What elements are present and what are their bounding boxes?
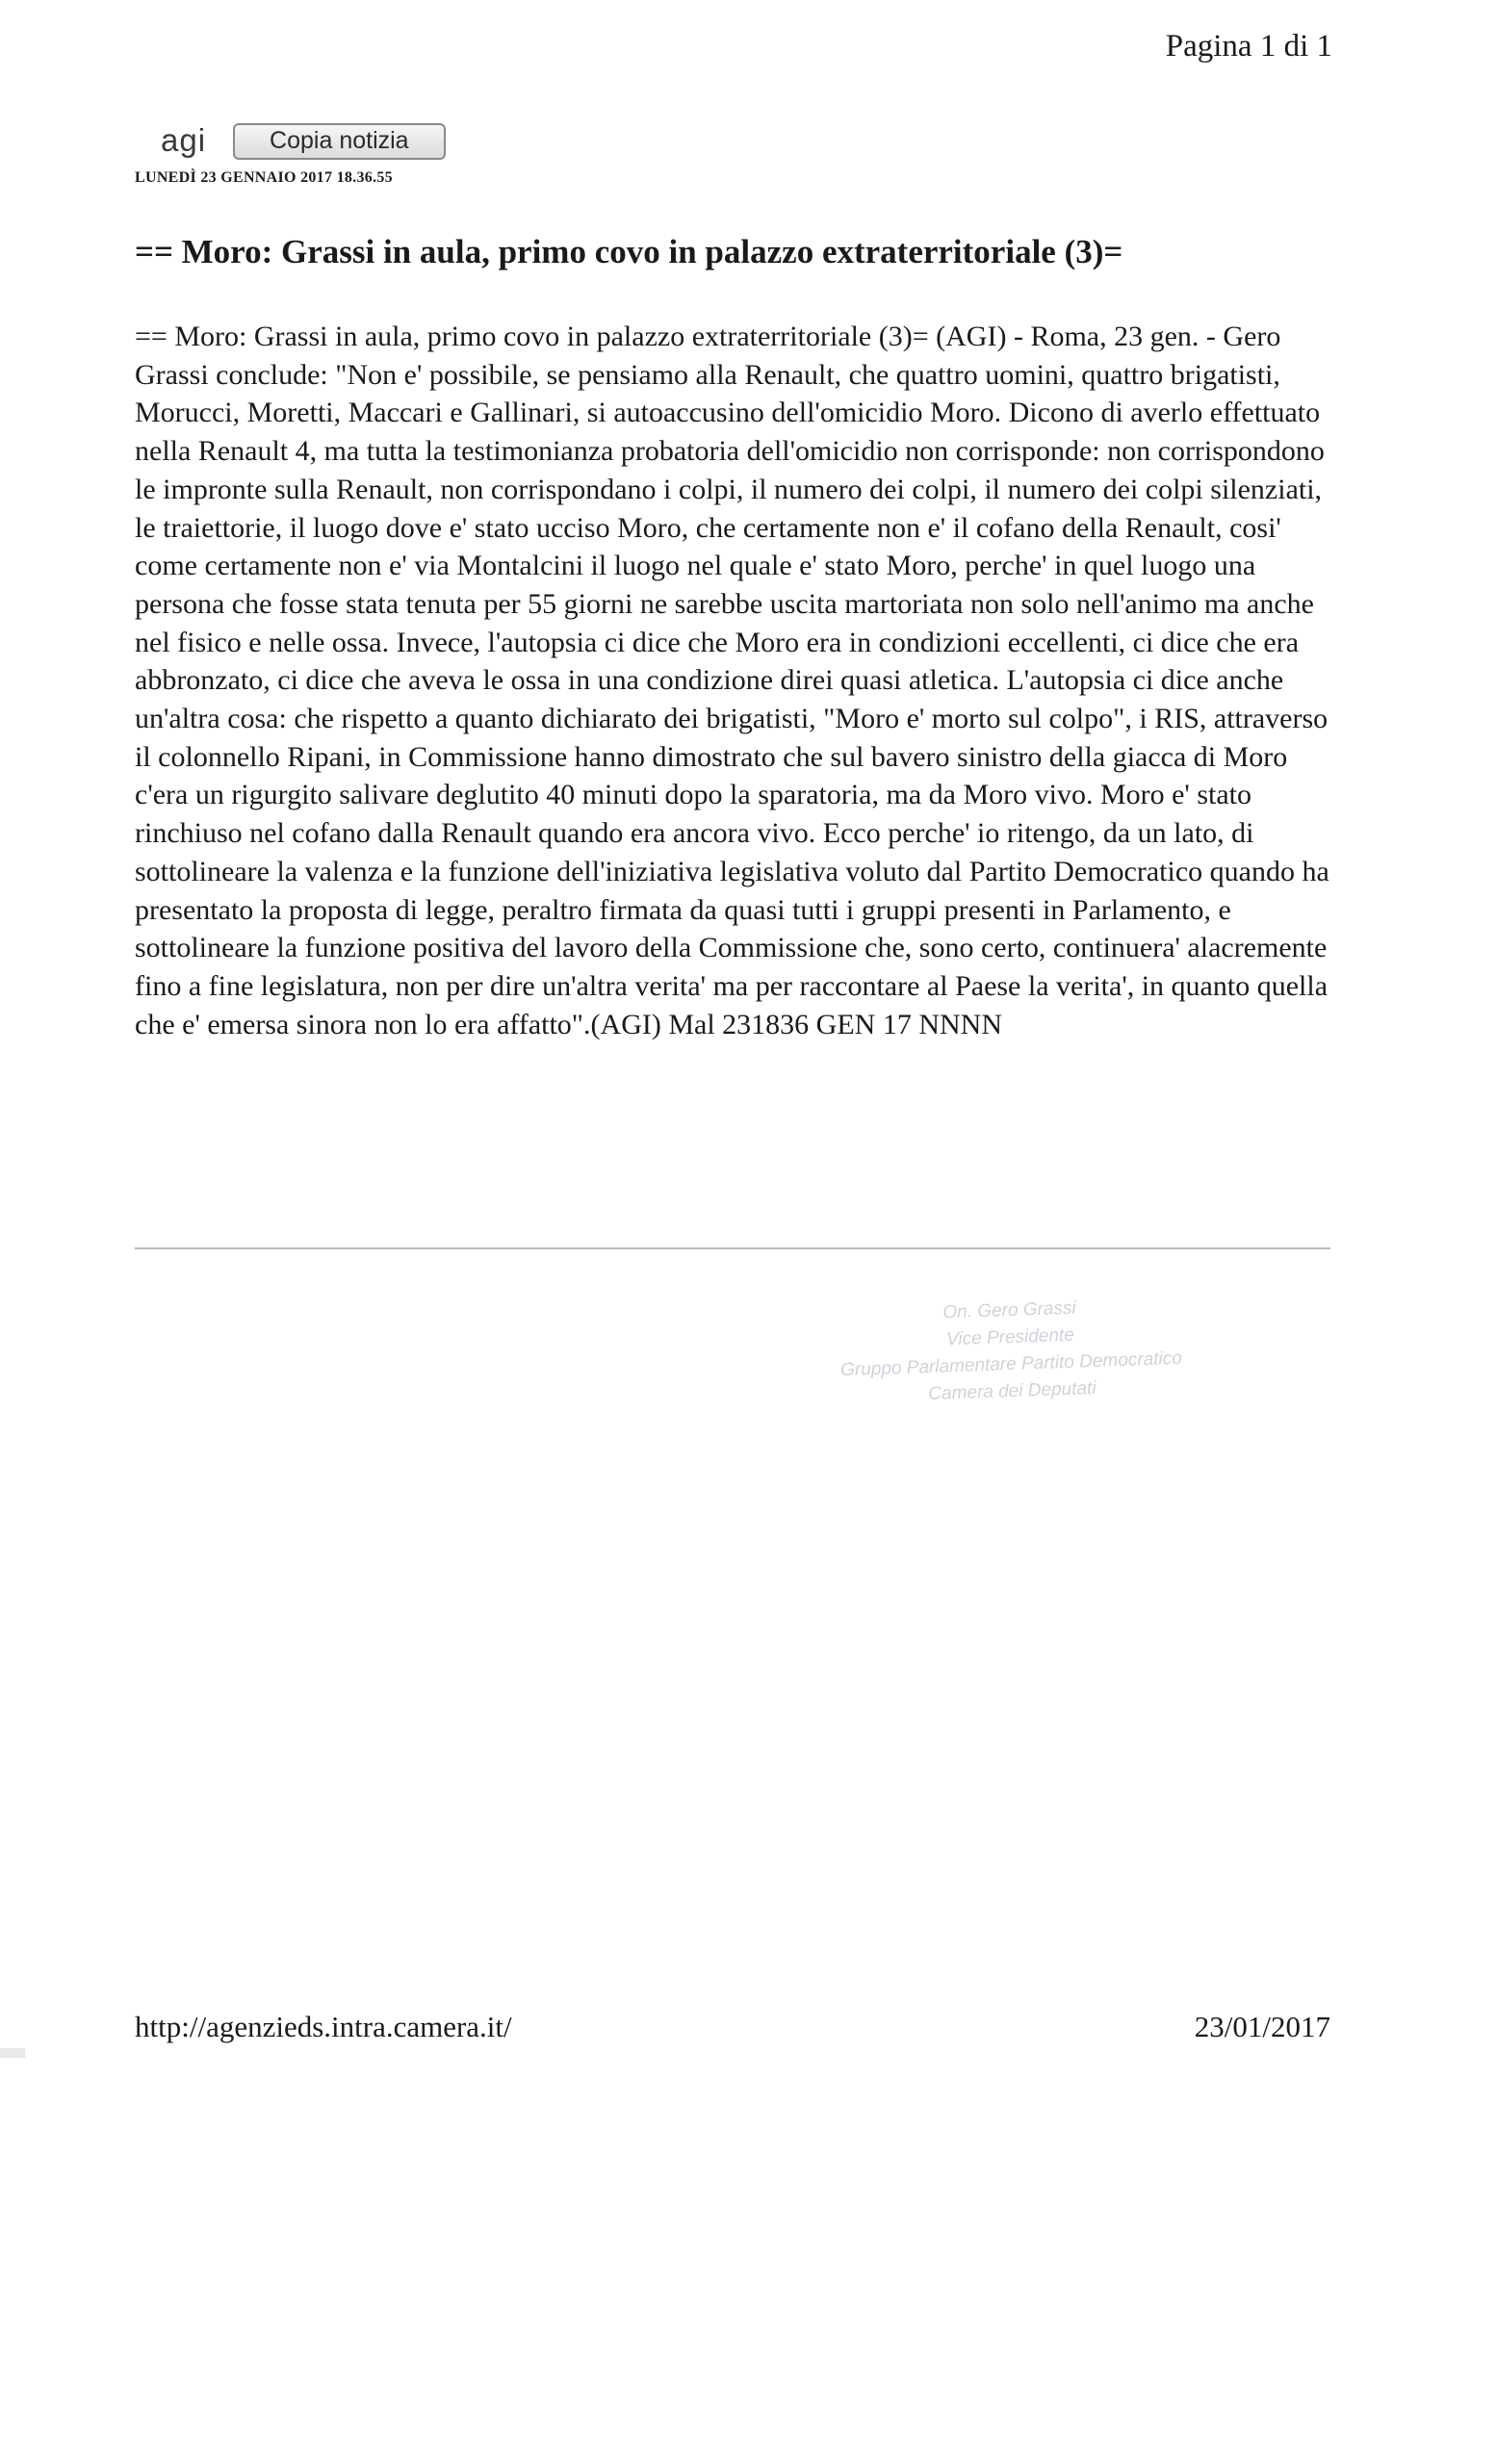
copy-news-button[interactable]: Copia notizia xyxy=(233,123,446,160)
divider xyxy=(135,1247,1330,1249)
news-header xyxy=(135,123,1328,187)
stamp-line-chamber: Camera dei Deputati xyxy=(927,1377,1096,1405)
deputy-stamp xyxy=(797,1290,1225,1412)
agi-logo: agi xyxy=(161,122,207,158)
scan-edge-mark xyxy=(0,2048,25,2058)
news-headline: == Moro: Grassi in aula, primo covo in palazzo extraterritoriale (3)= xyxy=(135,233,1123,270)
footer-url: http://agenzieds.intra.camera.it/ xyxy=(135,2010,512,2043)
brand-row xyxy=(135,123,1328,156)
news-datetime: LUNEDÌ 23 GENNAIO 2017 18.36.55 xyxy=(135,169,393,186)
stamp-line-name: On. Gero Grassi xyxy=(942,1297,1076,1323)
footer-date: 23/01/2017 xyxy=(1194,2010,1330,2043)
news-body: == Moro: Grassi in aula, primo covo in palazzo extraterritoriale (3)= (AGI) - Roma, 23 gen. - Gero Grassi conclude: "Non e' possibile, se pensiamo alla Renault, che quattro uomini, quattro brigatisti, Morucci, Moretti, Maccari e Gallinari, si autoaccusino dell'omicidio Moro. Dicono di averlo effettuato nella Renault 4, ma tutta la testimonianza probatoria dell'omicidio non corrisponde: non corrispondono le impronte sulla Renault, non corrispondano i colpi, il numero dei colpi, il numero dei colpi silenziati, le traiettorie, il luogo dove e' stato ucciso Moro, che certamente non e' il cofano della Renault, cosi' come certamente non e' via Montalcini il luogo nel quale e' stato Moro, perche' in quel luogo una persona che fosse stata tenuta per 55 giorni ne sarebbe uscita martoriata non solo nell'animo ma anche nel fisico e nelle ossa. Invece, l'autopsia ci dice che Moro era in condizioni eccellenti, ci dice che era abbronzato, ci dice che aveva le ossa in una condizione direi quasi atletica. L'autopsia ci dice anche un'altra cosa: che rispetto a quanto dichiarato dei brigatisti, "Moro e' morto sul colpo", i RIS, attraverso il colonnello Ripani, in Commissione hanno dimostrato che sul bavero sinistro della giacca di Moro c'era un rigurgito salivare deglutito 40 minuti dopo la sparatoria, ma da Moro vivo. Moro e' stato rinchiuso nel cofano dalla Renault quando era ancora vivo. Ecco perche' io ritengo, da un lato, di sottolineare la valenza e la funzione dell'iniziativa legislativa voluto dal Partito Democratico quando ha presentato la proposta di legge, peraltro firmata da quasi tutti i gruppi presenti in Parlamento, e sottolineare la funzione positiva del lavoro della Commissione che, sono certo, continuera' alacremente fino a fine legislatura, non per dire un'altra verita' ma per raccontare al Paese la verita', in quanto quella che e' emersa sinora non lo era affatto".(AGI) Mal 231836 GEN 17 NNNN xyxy=(135,321,1329,1040)
stamp-line-role: Vice Presidente xyxy=(945,1324,1075,1350)
stamp-line-group: Gruppo Parlamentare Partito Democratico xyxy=(839,1348,1183,1381)
page-number: Pagina 1 di 1 xyxy=(1165,29,1332,64)
